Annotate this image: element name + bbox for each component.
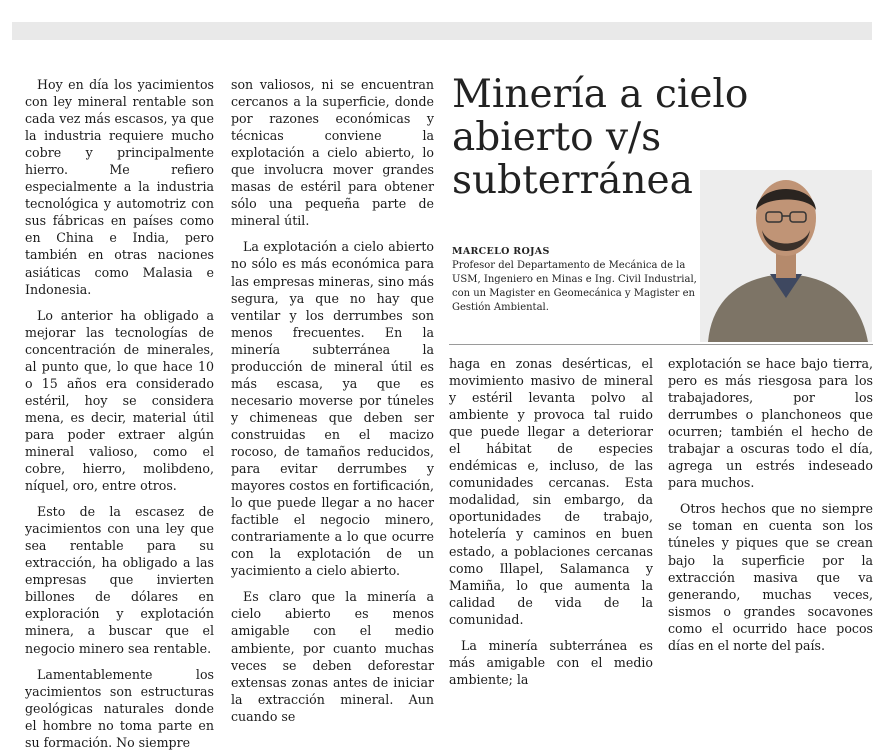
article-column-4 xyxy=(668,355,873,654)
article-column-3 xyxy=(449,355,653,688)
author-photo xyxy=(700,170,872,342)
divider xyxy=(449,344,873,345)
paragraph: Lo anterior ha obligado a mejorar las tecnologías de concentración de minerales, al punto que, lo que hace 10 o 15 años era considerado estéril, hoy se considera mena, es decir, material útil para poder extraer algún mineral valioso, como el cobre, hierro, molibdeno, níquel, oro, entre otros. xyxy=(25,307,214,494)
paragraph: La minería subterránea es más amigable con el medio ambiente; la xyxy=(449,637,653,687)
author-name: MARCELO ROJAS xyxy=(452,246,550,257)
paragraph: Esto de la escasez de yacimientos con una ley que sea rentable para su extracción, ha obligado a las empresas que invierten billones de dólares en exploración y explotación minera, a buscar que el negocio minero sea rentable. xyxy=(25,504,214,656)
author-box xyxy=(452,245,697,315)
author-bio: Profesor del Departamento de Mecánica de la USM, Ingeniero en Minas e Ing. Civil Industrial, con un Magister en Geomecánica y Magister en Gestión Ambiental. xyxy=(452,260,697,313)
paragraph: Otros hechos que no siempre se toman en cuenta son los túneles y piques que se crean bajo la superficie por la extracción masiva que va generando, muchas veces, sismos o grandes socavones como el ocurrido hace pocos días en el norte del país. xyxy=(668,501,873,653)
article-column-2 xyxy=(231,76,434,725)
paragraph: son valiosos, ni se encuentran cercanos a la superficie, donde por razones económicas y técnicas conviene la explotación a cielo abierto, lo que involucra mover grandes masas de estéril para obtener sólo una pequeña parte de mineral útil. xyxy=(231,77,434,229)
paragraph: Es claro que la minería a cielo abierto es menos amigable con el medio ambiente, por cuanto muchas veces se deben deforestar extensas zonas antes de iniciar la extracción mineral. Aun cuando se xyxy=(231,589,434,724)
article-title: Minería a cielo abierto v/s subterránea xyxy=(452,72,749,203)
paragraph: La explotación a cielo abierto no sólo es más económica para las empresas mineras, sino más segura, ya que no hay que ventilar y los derrumbes son menos frecuentes. En la minería subterránea la producción de mineral útil es más escasa, ya que es necesario moverse por túneles y chimeneas que deben ser construidas en el macizo rocoso, de tamaños reducidos, para evitar derrumbes y mayores costos en fortificación, lo que puede llegar a no hacer factible el negocio minero, contrariamente a lo que ocurre con la explotación de un yacimiento a cielo abierto. xyxy=(231,239,435,579)
paragraph: Hoy en día los yacimientos con ley mineral rentable son cada vez más escasos, ya que la industria requiere mucho cobre y principalmente hierro. Me refiero especialmente a la industria tecnológica y automotriz con sus fábricas en países como en China e India, pero también en otras naciones asiáticas como Malasia e Indonesia. xyxy=(25,77,214,297)
paragraph: Lamentablemente los yacimientos son estructuras geológicas naturales donde el hombre no toma parte en su formación. No siempre xyxy=(25,666,214,750)
paragraph: haga en zonas desérticas, el movimiento masivo de mineral y estéril levanta polvo al ambiente y provoca tal ruido que puede llegar a deteriorar el hábitat de especies endémicas e, incluso, de las comunidades cercanas. Esta modalidad, sin embargo, da oportunidades de trabajo, hotelería y caminos en buen estado, a poblaciones cercanas como Illapel, Salamanca y Mamiña, lo que aumenta la calidad de vida de la comunidad. xyxy=(449,356,653,627)
top-bar xyxy=(12,22,872,40)
paragraph: explotación se hace bajo tierra, pero es más riesgosa para los trabajadores, por los derrumbes o planchoneos que ocurren; también el hecho de trabajar a oscuras todo el día, agrega un estrés indeseado para muchos. xyxy=(668,356,873,491)
author-portrait-icon xyxy=(700,170,872,342)
